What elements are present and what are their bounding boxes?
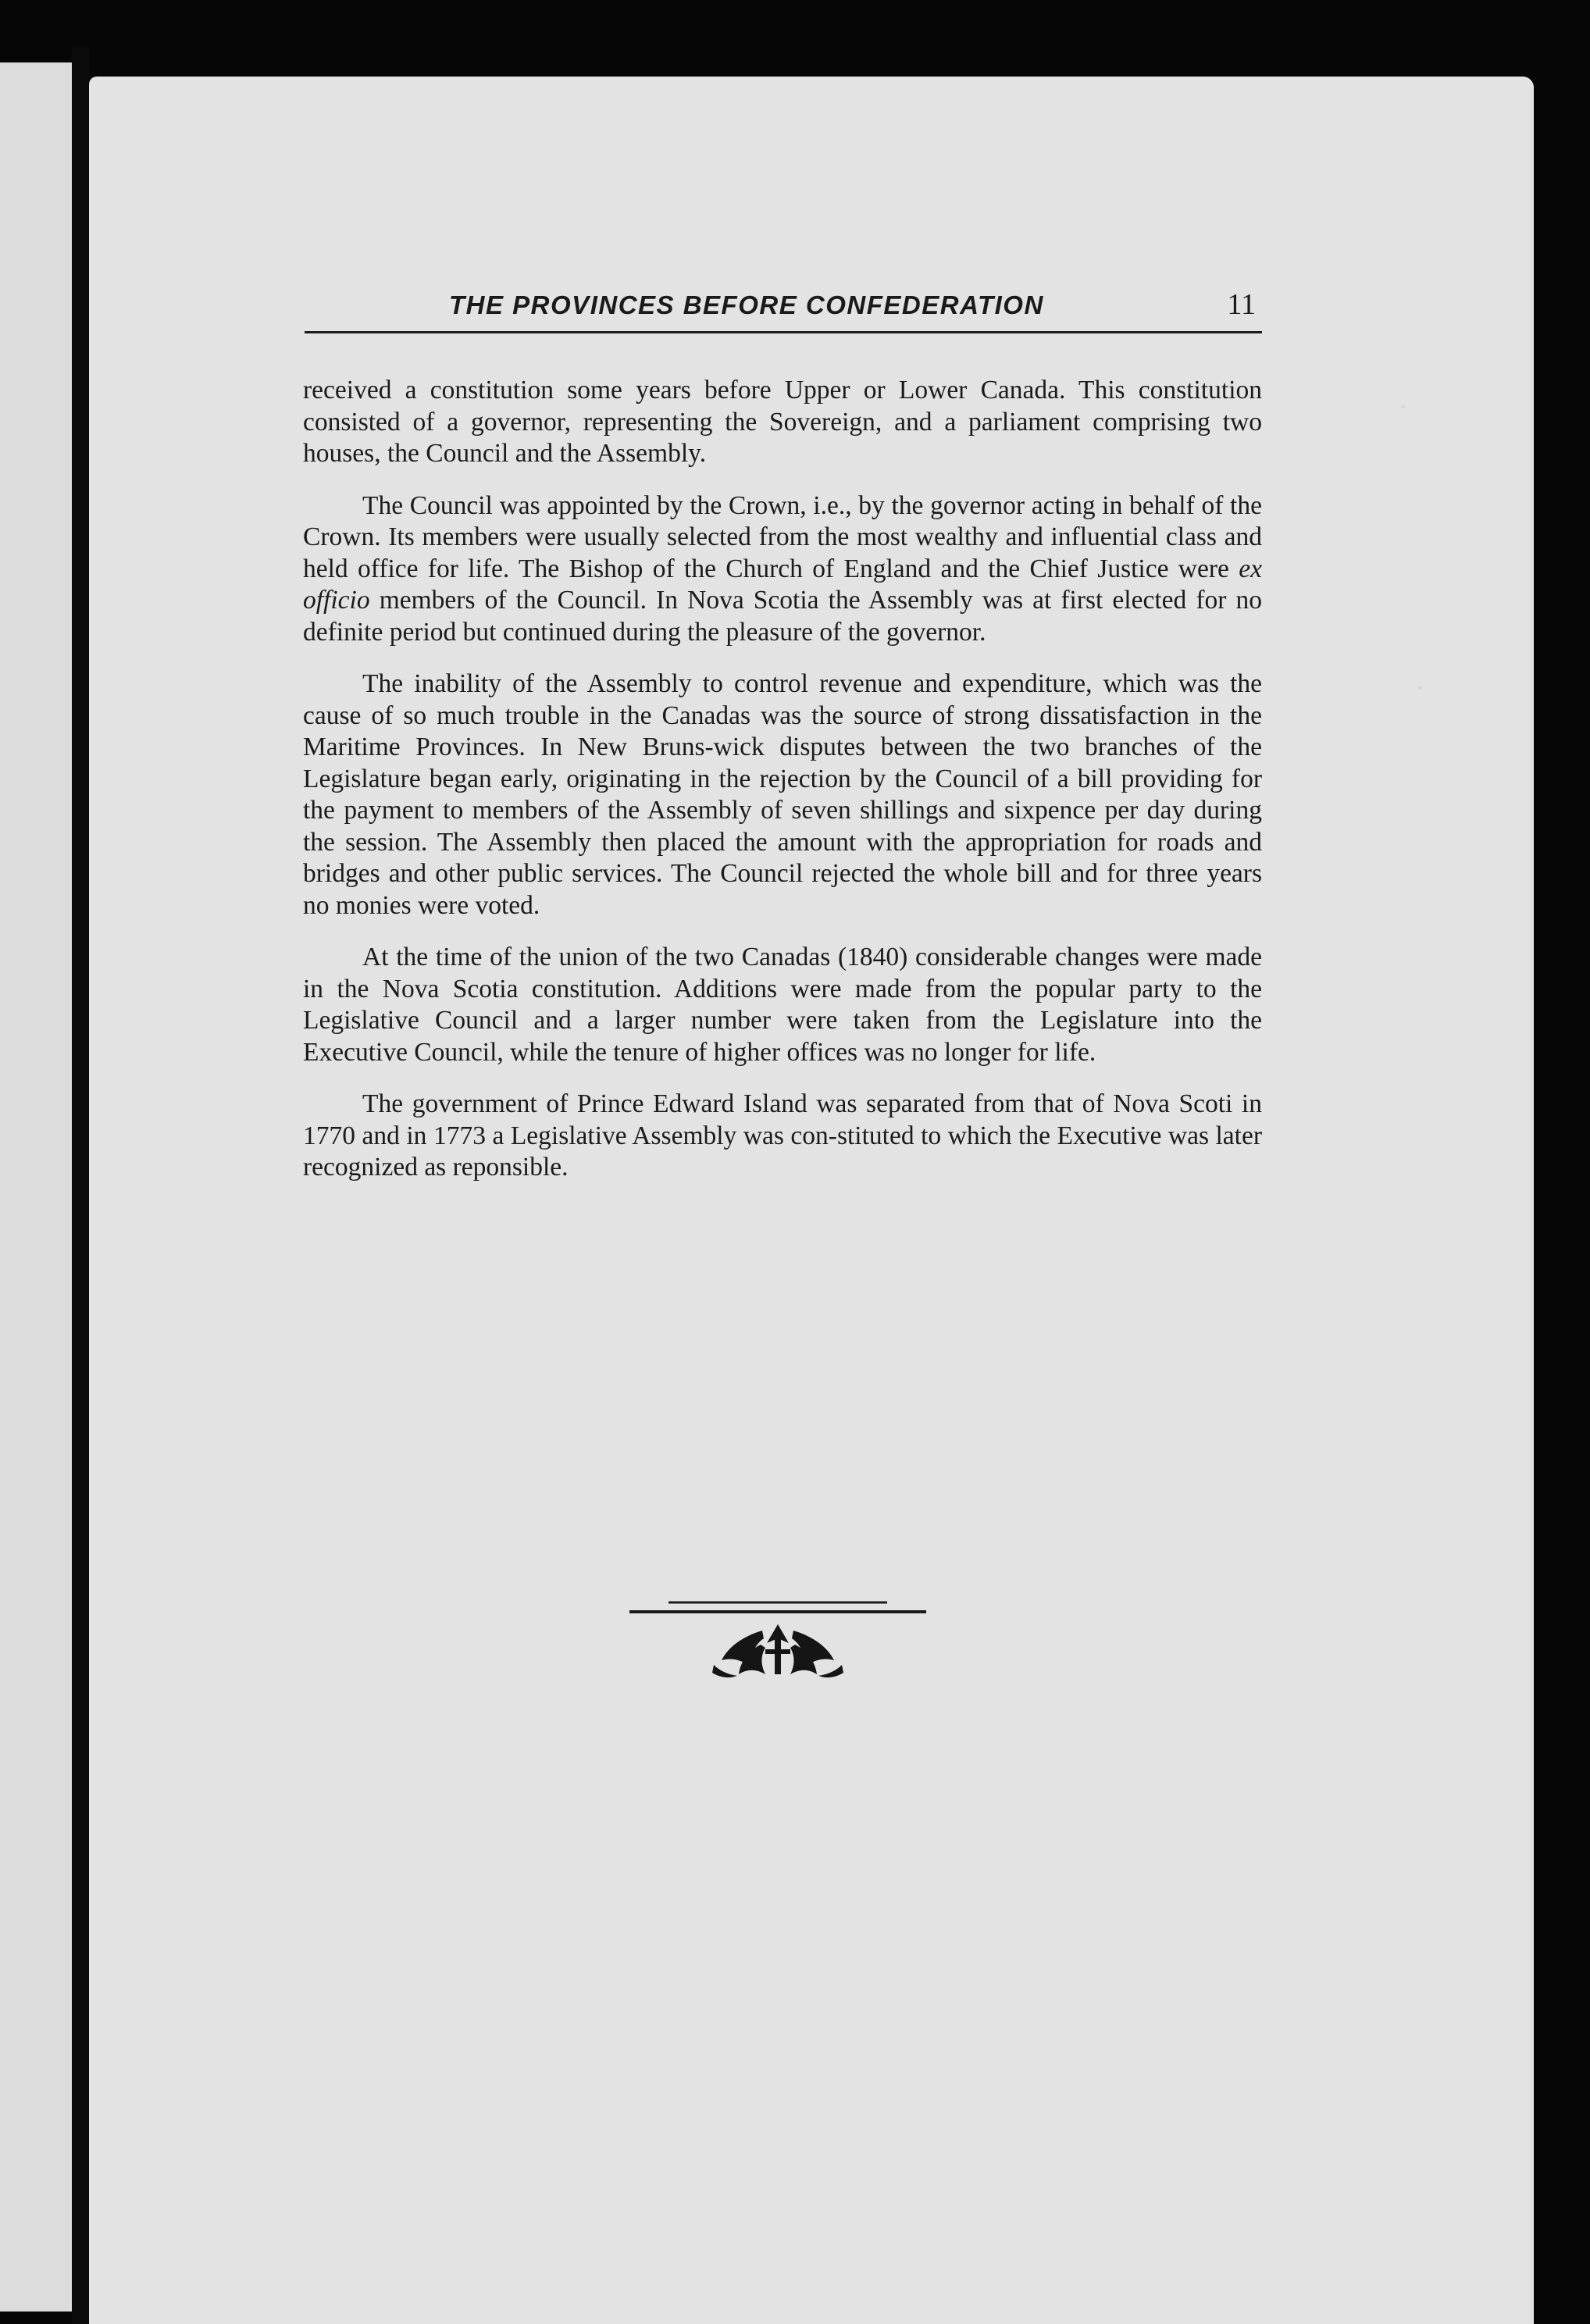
paragraph-2 [303,490,1262,649]
running-title: THE PROVINCES BEFORE CONFEDERATION [449,290,1044,319]
book-gutter [72,47,89,2324]
paragraph-5 [303,1089,1262,1184]
paragraph-4-text: At the time of the union of the two Canadas (1840) considerable changes were made in the Nova Scotia constitution. Additions were made from the popular party to the Legislative Council and a larger number were taken from the Legislature into the Executive Council, while the tenure of higher offices was no longer for life. [303,943,1262,1067]
paragraph-3 [303,668,1262,921]
adjacent-page-edge [0,62,72,2312]
paper-speck [1401,405,1406,408]
paragraph-2-text-end: members of the Council. In Nova Scotia the Assembly was at first elected for no definite period but continued during the pleasure of the governor. [303,586,1262,647]
page-number: 11 [1227,288,1256,321]
paragraph-2-text-start: The Council was appointed by the Crown, i.e., by the governor acting in behalf of the Crown. Its members were usually selected from the most wealthy and influential class and held office for life. The Bishop of the Church of England and the Chief Justice were [303,490,1262,583]
paragraph-1-text: received a constitution some years before Upper or Lower Canada. This constitution consisted of a governor, representing the Sovereign, and a parliament comprising two houses, the Council and the Assembly. [303,376,1262,468]
paragraph-1 [303,375,1262,470]
paragraph-5-text: The government of Prince Edward Island was separated from that of Nova Scoti in 1770 and in 1773 a Legislative Assembly was con-stituted to which the Executive was later recognized as reponsible. [303,1089,1262,1182]
paragraph-3-text: The inability of the Assembly to control revenue and expenditure, which was the cause of so much trouble in the Canadas was the source of strong dissatisfaction in the Maritime Provinces. In New Bruns-wick disputes between the two branches of the Legislature began early, originating in the rejection by the Council of a bill providing for the payment to members of the Assembly of seven shillings and sixpence per day during the session. The Assembly then placed the amount with the appropriation for roads and bridges and other public services. The Council rejected the whole bill and for three years no monies were voted. [303,669,1262,920]
fleuron-ornament-icon [629,1596,926,1690]
running-header [305,290,1262,333]
paragraph-4 [303,942,1262,1068]
body-text [303,375,1262,1204]
paper-speck [1418,686,1422,690]
paragraph-2-italic-phrase: ex officio [303,554,1262,615]
